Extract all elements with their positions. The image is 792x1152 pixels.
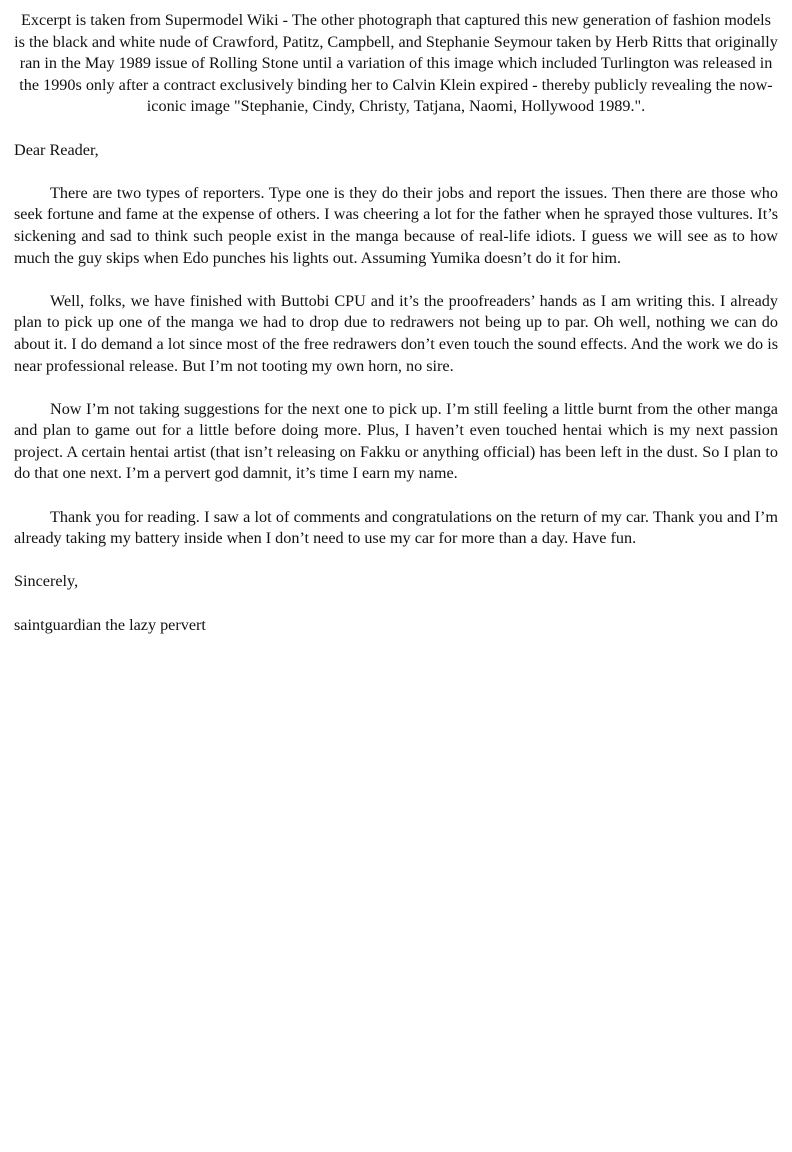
letter-paragraph-4: Thank you for reading. I saw a lot of comments and congratulations on the return of my car. Thank you and I’m already taking my battery inside when I don’t need to use my car for more than a day. Have fun. (14, 507, 778, 548)
letter-paragraph-3: Now I’m not taking suggestions for the next one to pick up. I’m still feeling a little burnt from the other manga and plan to game out for a little before doing more. Plus, I haven’t even touched hentai which is my next passion project. A certain hentai artist (that isn’t releasing on Fakku or anything official) has been left in the dust. So I plan to do that one next. I’m a pervert god damnit, it’s time I earn my name. (14, 399, 778, 483)
letter-paragraph-2: Well, folks, we have finished with Buttobi CPU and it’s the proofreaders’ hands as I am writing this. I already plan to pick up one of the manga we had to drop due to redrawers not being up to par. Oh well, nothing we can do about it. I do demand a lot since most of the free redrawers don’t even touch the sound effects. And the work we do is near professional release. But I’m not tooting my own horn, no sire. (14, 291, 778, 375)
signature: saintguardian the lazy pervert (14, 615, 206, 634)
letter-page (14, 10, 778, 658)
excerpt-note: Excerpt is taken from Supermodel Wiki - The other photograph that captured this new generation of fashion models is the black and white nude of Crawford, Patitz, Campbell, and Stephanie Seymour taken by Herb Ritts that originally ran in the May 1989 issue of Rolling Stone until a variation of this image which included Turlington was released in the 1990s only after a contract exclusively binding her to Calvin Klein expired - thereby publicly revealing the now-iconic image "Stephanie, Cindy, Christy, Tatjana, Naomi, Hollywood 1989.". (14, 11, 778, 116)
letter-paragraph-1: There are two types of reporters. Type one is they do their jobs and report the issues. Then there are those who seek fortune and fame at the expense of others. I was cheering a lot for the father when he sprayed those vultures. It’s sickening and sad to think such people exist in the manga because of real-life idiots. I guess we will see as to how much the guy skips when Edo punches his lights out. Assuming Yumika doesn’t do it for him. (14, 183, 778, 267)
closing: Sincerely, (14, 572, 79, 591)
salutation: Dear Reader, (14, 140, 99, 159)
